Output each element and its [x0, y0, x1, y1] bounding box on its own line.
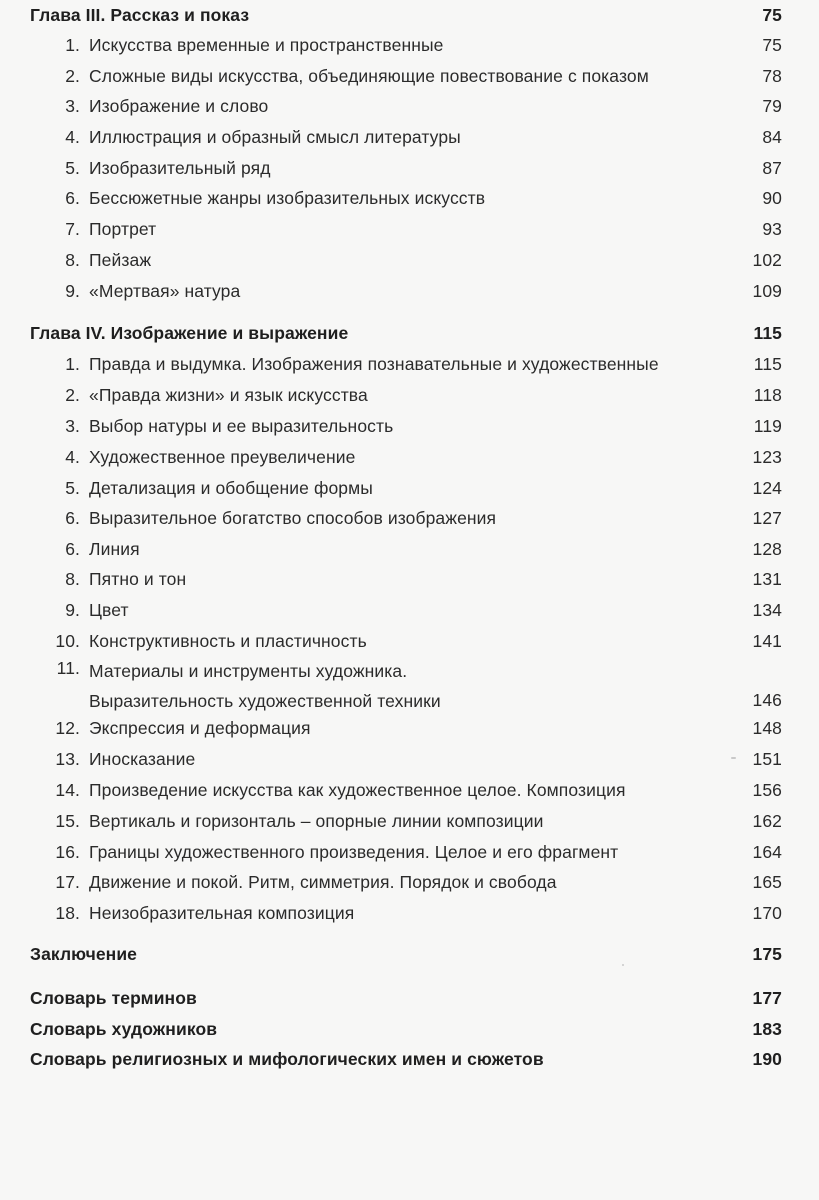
item-title: Произведение искусства как художественное целое. Композиция	[89, 779, 626, 800]
item-title: Иллюстрация и образный смысл литературы	[89, 126, 461, 147]
item-number: 3.	[65, 95, 80, 116]
chapter-title: Глава III. Рассказ и показ	[30, 4, 250, 25]
item-title: Искусства временные и пространственные	[89, 34, 444, 55]
toc-item[interactable]	[30, 186, 782, 210]
page-number: 75	[762, 4, 782, 25]
item-number: 10.	[55, 630, 80, 651]
page-number: 118	[753, 384, 782, 405]
item-title: Вертикаль и горизонталь – опорные линии композиции	[89, 810, 544, 831]
item-title: Границы художественного произведения. Целое и его фрагмент	[89, 841, 619, 862]
toc-item[interactable]	[30, 383, 782, 407]
chapter-title: Глава IV. Изображение и выражение	[30, 322, 349, 343]
item-title: Движение и покой. Ритм, симметрия. Порядок и свобода	[89, 871, 557, 892]
page-number: 84	[762, 126, 782, 147]
item-title: Выразительное богатство способов изображения	[89, 507, 497, 528]
item-title: Пейзаж	[89, 249, 152, 270]
item-number: 14.	[55, 779, 80, 800]
item-number: 9.	[65, 599, 80, 620]
item-title: Сложные виды искусства, объединяющие повествование с показом	[89, 65, 649, 86]
toc-item[interactable]	[30, 279, 782, 303]
toc-item[interactable]	[30, 445, 782, 469]
page-number: 128	[752, 538, 782, 559]
toc-item[interactable]	[30, 747, 782, 771]
item-title: Портрет	[89, 218, 157, 239]
toc-item[interactable]	[30, 156, 782, 180]
item-number: 4.	[65, 446, 80, 467]
page-number: 177	[752, 987, 782, 1008]
toc-item[interactable]	[30, 537, 782, 561]
item-title: «Правда жизни» и язык искусства	[89, 384, 368, 405]
entry-title: Словарь терминов	[30, 987, 197, 1008]
chapter-heading[interactable]	[30, 3, 782, 27]
page-number: 124	[752, 477, 782, 498]
page-number: 165	[752, 871, 782, 892]
page-number: 151	[752, 748, 782, 769]
toc-item[interactable]	[30, 125, 782, 149]
page-number: 162	[752, 810, 782, 831]
page-number: 141	[752, 630, 782, 651]
page-number: 87	[762, 157, 782, 178]
page-number: 146	[752, 690, 782, 710]
item-number: 1.	[65, 34, 80, 55]
item-number: 15.	[55, 810, 80, 831]
scan-speck	[731, 757, 736, 759]
item-title: Изображение и слово	[89, 95, 269, 116]
back-matter-entry[interactable]	[30, 1017, 782, 1041]
toc-item[interactable]	[30, 414, 782, 438]
item-title: Изобразительный ряд	[89, 157, 271, 178]
item-number: 3.	[65, 415, 80, 436]
page-number: 131	[752, 568, 782, 589]
page-number: 119	[753, 415, 782, 436]
item-number: 13.	[55, 748, 80, 769]
entry-title: Словарь художников	[30, 1018, 218, 1039]
item-number: 12.	[55, 717, 80, 738]
page-number: 170	[752, 902, 782, 923]
toc-item[interactable]	[30, 64, 782, 88]
toc-item[interactable]	[30, 809, 782, 833]
toc-item[interactable]	[30, 870, 782, 894]
back-matter-entry[interactable]	[30, 942, 782, 966]
page-number: 115	[753, 353, 782, 374]
toc-item[interactable]	[30, 33, 782, 57]
item-number: 11.	[56, 658, 80, 678]
toc-item[interactable]	[30, 901, 782, 925]
item-title: «Мертвая» натура	[89, 280, 241, 301]
item-number: 1.	[65, 353, 80, 374]
page-number: 78	[762, 65, 782, 86]
item-number: 18.	[55, 902, 80, 923]
scan-speck	[622, 964, 624, 966]
back-matter-entry[interactable]	[30, 986, 782, 1010]
item-title: Выбор натуры и ее выразительность	[89, 415, 394, 436]
item-number: 2.	[65, 384, 80, 405]
page-number: 109	[752, 280, 782, 301]
item-title: Детализация и обобщение формы	[89, 477, 373, 498]
page-number: 190	[752, 1048, 782, 1069]
toc-item[interactable]	[30, 567, 782, 591]
item-number: 6.	[65, 187, 80, 208]
item-number: 5.	[65, 477, 80, 498]
toc-item[interactable]	[30, 217, 782, 241]
item-number: 2.	[65, 65, 80, 86]
item-number: 6.	[65, 507, 80, 528]
item-number: 6.	[65, 538, 80, 559]
item-title: Бессюжетные жанры изобразительных искусств	[89, 187, 486, 208]
item-number: 8.	[65, 568, 80, 589]
page-number: 90	[762, 187, 782, 208]
item-number: 8.	[65, 249, 80, 270]
item-title-line-1: Материалы и инструменты художника.	[89, 661, 408, 681]
item-number: 4.	[65, 126, 80, 147]
page-number: 148	[752, 717, 782, 738]
item-title: Иносказание	[89, 748, 196, 769]
page-number: 183	[752, 1018, 782, 1039]
item-number: 17.	[55, 871, 80, 892]
page-number: 175	[752, 943, 782, 964]
item-title	[89, 656, 742, 716]
item-number: 7.	[65, 218, 80, 239]
page-number: 93	[762, 218, 782, 239]
item-title: Цвет	[89, 599, 129, 620]
page-number: 156	[752, 779, 782, 800]
page-number: 79	[762, 95, 782, 116]
item-title: Линия	[89, 538, 140, 559]
toc-item[interactable]	[30, 778, 782, 802]
item-title: Экспрессия и деформация	[89, 717, 311, 738]
toc-item[interactable]	[30, 506, 782, 530]
page-number: 164	[752, 841, 782, 862]
chapter-heading[interactable]	[30, 321, 782, 345]
toc-item[interactable]	[30, 248, 782, 272]
page-number: 115	[753, 322, 782, 343]
toc-item[interactable]	[30, 656, 782, 712]
item-number: 16.	[55, 841, 80, 862]
page-number: 123	[752, 446, 782, 467]
toc-item[interactable]	[30, 840, 782, 864]
page-number: 134	[752, 599, 782, 620]
item-title: Неизобразительная композиция	[89, 902, 355, 923]
toc-item[interactable]	[30, 629, 782, 653]
item-title-line-2: Выразительность художественной техники	[89, 691, 441, 711]
toc-item[interactable]	[30, 352, 782, 376]
back-matter-entry[interactable]	[30, 1047, 782, 1071]
toc-item[interactable]	[30, 94, 782, 118]
page-number: 75	[762, 34, 782, 55]
item-title: Конструктивность и пластичность	[89, 630, 367, 651]
item-number: 9.	[65, 280, 80, 301]
entry-title: Словарь религиозных и мифологических имен и сюжетов	[30, 1048, 544, 1069]
toc-item[interactable]	[30, 476, 782, 500]
item-number: 5.	[65, 157, 80, 178]
item-title: Пятно и тон	[89, 568, 187, 589]
page-number: 127	[752, 507, 782, 528]
item-title: Художественное преувеличение	[89, 446, 356, 467]
item-title: Правда и выдумка. Изображения познавательные и художественные	[89, 353, 659, 374]
entry-title: Заключение	[30, 943, 138, 964]
toc-item[interactable]	[30, 598, 782, 622]
toc-item[interactable]	[30, 716, 782, 740]
page-number: 102	[752, 249, 782, 270]
